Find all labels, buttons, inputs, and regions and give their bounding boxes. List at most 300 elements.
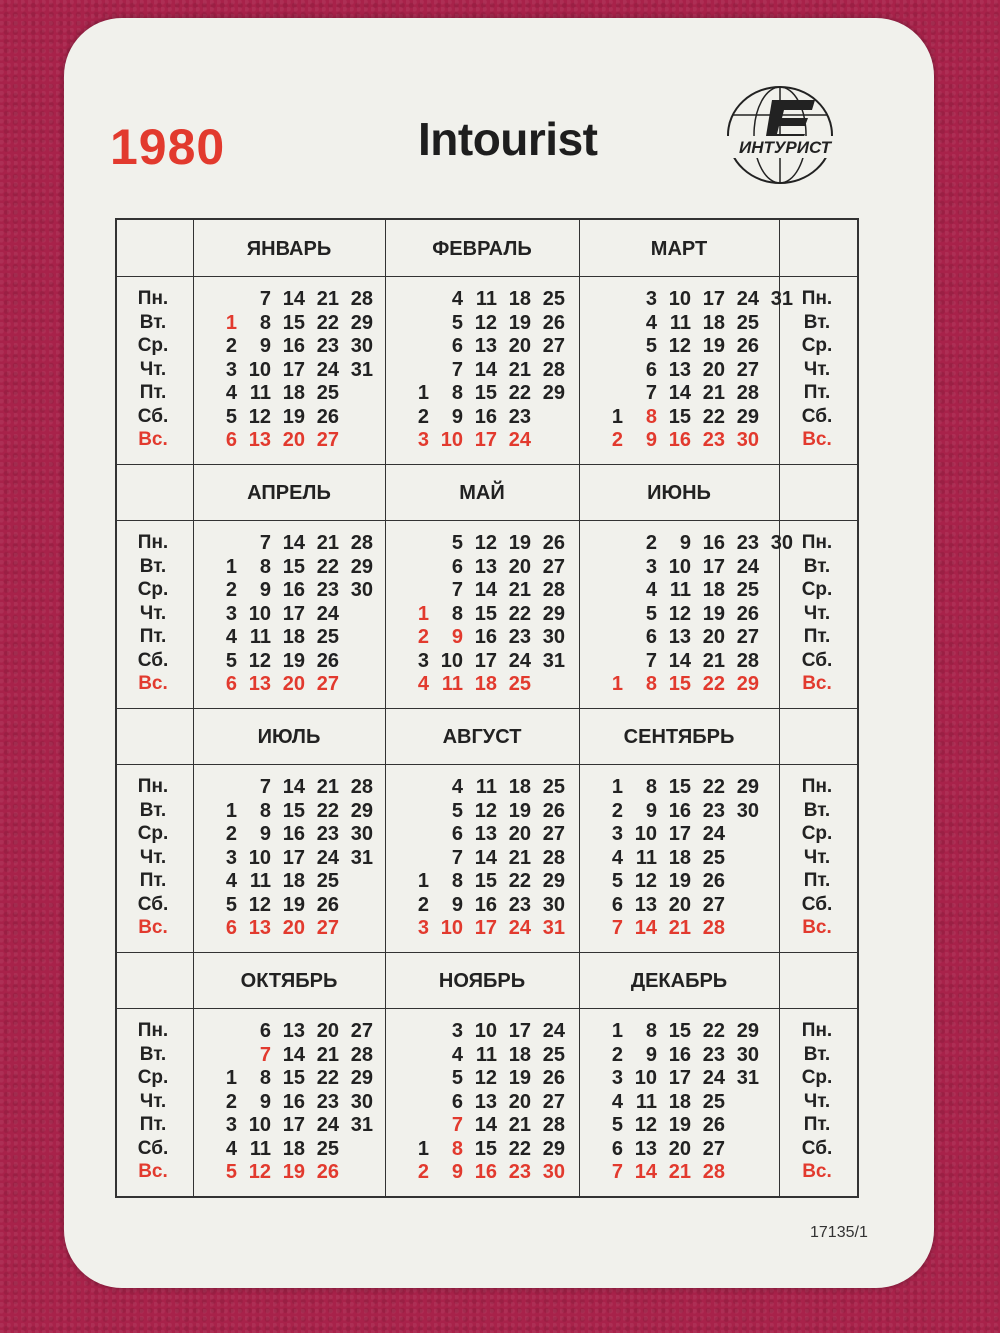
calendar-day: 16 xyxy=(474,626,497,648)
calendar-day: 13 xyxy=(248,673,271,695)
calendar-day: 2 xyxy=(611,429,623,451)
day-name-label: Вт. xyxy=(139,311,167,333)
calendar-day: 21 xyxy=(668,917,691,939)
calendar-day: 30 xyxy=(770,532,793,554)
calendar-day: 11 xyxy=(249,382,271,404)
calendar-day: 19 xyxy=(282,405,305,428)
calendar-day: 3 xyxy=(225,358,237,381)
calendar-day: 23 xyxy=(316,1090,339,1113)
day-name-label: Сб. xyxy=(137,649,169,671)
calendar-day: 8 xyxy=(645,1020,657,1042)
calendar-day: 13 xyxy=(668,358,691,381)
calendar-day: 17 xyxy=(282,358,305,381)
day-name-label: Чт. xyxy=(803,602,831,624)
calendar-day: 20 xyxy=(702,358,725,381)
calendar-day: 27 xyxy=(542,1090,565,1113)
calendar-day: 8 xyxy=(259,555,271,578)
calendar-day: 3 xyxy=(645,288,657,310)
calendar-day: 30 xyxy=(350,579,373,601)
day-name-label: Ср. xyxy=(137,823,169,844)
calendar-day: 8 xyxy=(451,870,463,892)
calendar-day: 7 xyxy=(645,649,657,672)
quarter-divider xyxy=(117,708,857,709)
calendar-day: 13 xyxy=(634,1137,657,1160)
calendar-day: 2 xyxy=(225,335,237,357)
calendar-day: 28 xyxy=(350,776,373,798)
logo-text: ИНТУРИСТ xyxy=(739,138,831,157)
calendar-day: 1 xyxy=(417,870,429,892)
day-name-label: Сб. xyxy=(801,1137,833,1159)
calendar-day: 6 xyxy=(451,335,463,357)
calendar-day: 26 xyxy=(702,870,725,892)
calendar-day: 7 xyxy=(645,382,657,404)
calendar-day: 23 xyxy=(508,1161,531,1183)
calendar-day: 29 xyxy=(542,602,565,625)
calendar-day: 28 xyxy=(542,846,565,869)
calendar-day: 24 xyxy=(508,649,531,672)
calendar-day: 20 xyxy=(668,1137,691,1160)
calendar-day: 6 xyxy=(451,1090,463,1113)
calendar-day: 15 xyxy=(282,799,305,822)
calendar-day: 24 xyxy=(316,358,339,381)
day-name-label: Чт. xyxy=(803,846,831,868)
calendar-day: 18 xyxy=(702,579,725,601)
calendar-day: 1 xyxy=(611,776,623,798)
calendar-day: 15 xyxy=(282,555,305,578)
brand-name: Intourist xyxy=(418,113,598,165)
calendar-day: 2 xyxy=(417,1161,429,1183)
calendar-day: 23 xyxy=(508,626,531,648)
calendar-day: 23 xyxy=(316,579,339,601)
calendar-day: 13 xyxy=(282,1020,305,1042)
calendar-day: 9 xyxy=(259,335,271,357)
month-name: ИЮНЬ xyxy=(647,482,711,504)
calendar-day: 4 xyxy=(225,626,237,648)
calendar-day: 28 xyxy=(736,382,759,404)
calendar-day: 1 xyxy=(417,1137,429,1160)
calendar-day: 12 xyxy=(634,1114,657,1136)
calendar-day: 10 xyxy=(248,602,271,625)
month-name: АВГУСТ xyxy=(442,726,522,748)
calendar-day: 11 xyxy=(249,870,271,892)
calendar-day: 31 xyxy=(736,1067,759,1089)
calendar-day: 23 xyxy=(702,429,725,451)
calendar-day: 14 xyxy=(282,1043,305,1066)
calendar-day: 12 xyxy=(474,1067,497,1089)
calendar-day: 11 xyxy=(249,1137,271,1160)
calendar-day: 12 xyxy=(474,532,497,554)
calendar-day: 17 xyxy=(474,649,497,672)
calendar-day: 1 xyxy=(611,1020,623,1042)
calendar-day: 14 xyxy=(634,1161,657,1183)
month-name: МАЙ xyxy=(459,482,505,504)
calendar-day: 20 xyxy=(702,626,725,648)
day-name-label: Чт. xyxy=(803,1090,831,1112)
calendar-day: 4 xyxy=(225,870,237,892)
day-name-label: Пт. xyxy=(803,1114,831,1135)
calendar-day: 29 xyxy=(542,870,565,892)
calendar-day: 19 xyxy=(668,870,691,892)
calendar-day: 1 xyxy=(417,382,429,404)
calendar-day: 12 xyxy=(248,893,271,916)
calendar-day: 27 xyxy=(542,555,565,578)
calendar-day: 31 xyxy=(350,846,373,869)
calendar-day: 10 xyxy=(474,1020,497,1042)
calendar-day: 25 xyxy=(542,288,565,310)
calendar-day: 3 xyxy=(611,823,623,845)
calendar-day: 1 xyxy=(225,1067,237,1089)
calendar-day: 30 xyxy=(350,823,373,845)
day-name-label: Ср. xyxy=(137,335,169,356)
calendar-day: 5 xyxy=(451,532,463,554)
calendar-day: 17 xyxy=(702,555,725,578)
calendar-day: 19 xyxy=(508,311,531,334)
calendar-day: 13 xyxy=(248,429,271,451)
day-name-label: Вс. xyxy=(802,1161,832,1182)
day-name-label: Сб. xyxy=(137,1137,169,1159)
calendar-day: 16 xyxy=(282,335,305,357)
calendar-day: 29 xyxy=(736,776,759,798)
calendar-day: 10 xyxy=(440,917,463,939)
calendar-day: 16 xyxy=(668,799,691,822)
calendar-day: 25 xyxy=(736,579,759,601)
day-name-label: Вс. xyxy=(802,917,832,938)
calendar-day: 28 xyxy=(542,1114,565,1136)
calendar-day: 12 xyxy=(248,405,271,428)
calendar-day: 23 xyxy=(316,335,339,357)
calendar-day: 5 xyxy=(645,602,657,625)
calendar-day: 18 xyxy=(474,673,497,695)
calendar-day: 16 xyxy=(474,405,497,428)
day-name-label: Чт. xyxy=(139,846,167,868)
calendar-day: 10 xyxy=(440,649,463,672)
day-name-label: Вт. xyxy=(803,311,831,333)
calendar-day: 2 xyxy=(645,532,657,554)
calendar-day: 25 xyxy=(316,870,339,892)
print-code: 17135/1 xyxy=(810,1224,868,1241)
calendar-day: 8 xyxy=(451,602,463,625)
calendar-day: 23 xyxy=(508,893,531,916)
calendar-day: 7 xyxy=(451,358,463,381)
calendar-day: 18 xyxy=(282,382,305,404)
calendar-day: 5 xyxy=(225,405,237,428)
calendar-day: 11 xyxy=(669,311,691,334)
calendar-day: 16 xyxy=(668,429,691,451)
calendar-day: 27 xyxy=(736,626,759,648)
calendar-day: 7 xyxy=(451,846,463,869)
day-name-label: Сб. xyxy=(801,893,833,915)
calendar-day: 15 xyxy=(282,311,305,334)
calendar-day: 13 xyxy=(474,823,497,845)
calendar-day: 16 xyxy=(668,1043,691,1066)
calendar-day: 11 xyxy=(635,846,657,869)
calendar-day: 2 xyxy=(417,626,429,648)
calendar-day: 8 xyxy=(451,1137,463,1160)
calendar-day: 9 xyxy=(645,429,657,451)
calendar-day: 13 xyxy=(474,335,497,357)
year-label: 1980 xyxy=(110,119,226,175)
calendar-day: 14 xyxy=(474,1114,497,1136)
calendar-day: 9 xyxy=(259,1090,271,1113)
calendar-day: 6 xyxy=(225,917,237,939)
calendar-day: 14 xyxy=(474,846,497,869)
calendar-day: 25 xyxy=(316,1137,339,1160)
calendar-day: 21 xyxy=(702,649,725,672)
calendar-day: 21 xyxy=(316,288,339,310)
day-name-label: Ср. xyxy=(137,1067,169,1088)
calendar-day: 18 xyxy=(508,1043,531,1066)
calendar-day: 19 xyxy=(508,1067,531,1089)
calendar-day: 8 xyxy=(259,1067,271,1089)
calendar-day: 23 xyxy=(702,799,725,822)
calendar-day: 26 xyxy=(542,799,565,822)
calendar-day: 19 xyxy=(508,532,531,554)
calendar-day: 31 xyxy=(542,917,565,939)
calendar-day: 14 xyxy=(282,776,305,798)
calendar-day: 19 xyxy=(508,799,531,822)
calendar-day: 30 xyxy=(350,1090,373,1113)
calendar-day: 5 xyxy=(225,1161,237,1183)
day-name-label: Пт. xyxy=(803,626,831,647)
calendar-day: 27 xyxy=(542,335,565,357)
calendar-day: 20 xyxy=(282,673,305,695)
day-name-label: Вт. xyxy=(139,799,167,821)
calendar-day: 15 xyxy=(668,1020,691,1042)
calendar-day: 20 xyxy=(508,335,531,357)
calendar-day: 18 xyxy=(702,311,725,334)
calendar-day: 5 xyxy=(225,893,237,916)
calendar-day: 29 xyxy=(350,311,373,334)
calendar-day: 17 xyxy=(668,1067,691,1089)
calendar-day: 9 xyxy=(645,799,657,822)
calendar-day: 31 xyxy=(350,358,373,381)
calendar-day: 4 xyxy=(417,673,429,695)
calendar-day: 4 xyxy=(451,1043,463,1066)
calendar-day: 10 xyxy=(668,555,691,578)
calendar-day: 20 xyxy=(508,823,531,845)
calendar-day: 27 xyxy=(350,1020,373,1042)
calendar-day: 23 xyxy=(316,823,339,845)
calendar-day: 1 xyxy=(225,311,237,334)
calendar-day: 30 xyxy=(542,626,565,648)
calendar-day: 5 xyxy=(225,649,237,672)
calendar-day: 31 xyxy=(770,288,793,310)
month-header-divider xyxy=(117,276,857,277)
calendar-day: 15 xyxy=(668,673,691,695)
calendar-day: 24 xyxy=(542,1020,565,1042)
calendar-day: 22 xyxy=(702,776,725,798)
calendar-day: 7 xyxy=(259,1043,271,1066)
calendar-day: 31 xyxy=(350,1114,373,1136)
day-name-label: Вс. xyxy=(138,429,168,450)
calendar-day: 24 xyxy=(508,429,531,451)
calendar-day: 19 xyxy=(282,649,305,672)
month-name: МАРТ xyxy=(650,238,708,260)
calendar-day: 18 xyxy=(282,870,305,892)
calendar-day: 21 xyxy=(508,846,531,869)
calendar-day: 5 xyxy=(611,870,623,892)
calendar-day: 18 xyxy=(668,1090,691,1113)
day-name-label: Чт. xyxy=(139,358,167,380)
calendar-day: 27 xyxy=(702,893,725,916)
calendar-day: 12 xyxy=(474,799,497,822)
day-name-label: Пн. xyxy=(801,532,833,553)
calendar-day: 9 xyxy=(451,405,463,428)
calendar-day: 20 xyxy=(316,1020,339,1042)
calendar-day: 6 xyxy=(611,893,623,916)
day-name-label: Вс. xyxy=(802,429,832,450)
calendar-day: 7 xyxy=(259,776,271,798)
day-name-label: Вт. xyxy=(139,1043,167,1065)
calendar-day: 4 xyxy=(645,311,657,334)
calendar-day: 10 xyxy=(248,1114,271,1136)
day-name-label: Вс. xyxy=(138,1161,168,1182)
calendar-day: 2 xyxy=(225,1090,237,1113)
day-name-label: Пт. xyxy=(803,870,831,891)
calendar-day: 8 xyxy=(259,799,271,822)
calendar-day: 6 xyxy=(225,673,237,695)
calendar-day: 10 xyxy=(248,358,271,381)
calendar-day: 25 xyxy=(542,1043,565,1066)
calendar-day: 14 xyxy=(474,358,497,381)
calendar-day: 24 xyxy=(508,917,531,939)
calendar-day: 30 xyxy=(736,429,759,451)
calendar-day: 2 xyxy=(611,1043,623,1066)
calendar-day: 10 xyxy=(248,846,271,869)
calendar-day: 15 xyxy=(668,776,691,798)
calendar-day: 8 xyxy=(645,405,657,428)
calendar-day: 20 xyxy=(668,893,691,916)
calendar-day: 11 xyxy=(249,626,271,648)
calendar-day: 30 xyxy=(736,1043,759,1066)
calendar-day: 25 xyxy=(542,776,565,798)
day-name-label: Пт. xyxy=(139,1114,167,1135)
calendar-day: 22 xyxy=(702,673,725,695)
calendar-day: 7 xyxy=(451,579,463,601)
calendar-day: 9 xyxy=(451,893,463,916)
calendar-day: 28 xyxy=(350,532,373,554)
calendar-day: 20 xyxy=(508,1090,531,1113)
day-name-label: Пт. xyxy=(139,382,167,403)
calendar-day: 30 xyxy=(350,335,373,357)
calendar-day: 3 xyxy=(417,429,429,451)
calendar-day: 4 xyxy=(225,382,237,404)
calendar-day: 12 xyxy=(248,649,271,672)
calendar-day: 14 xyxy=(668,649,691,672)
day-name-label: Ср. xyxy=(137,579,169,600)
day-name-label: Пн. xyxy=(137,532,169,553)
month-name: ЯНВАРЬ xyxy=(246,238,332,260)
calendar-day: 3 xyxy=(225,602,237,625)
calendar-day: 24 xyxy=(736,288,759,310)
calendar-day: 23 xyxy=(702,1043,725,1066)
calendar-day: 12 xyxy=(248,1161,271,1183)
calendar-day: 6 xyxy=(451,823,463,845)
calendar-day: 2 xyxy=(611,799,623,822)
calendar-day: 15 xyxy=(282,1067,305,1089)
calendar-day: 4 xyxy=(611,1090,623,1113)
day-name-label: Вт. xyxy=(803,1043,831,1065)
calendar-day: 23 xyxy=(508,405,531,428)
day-name-label: Пн. xyxy=(137,776,169,797)
calendar-day: 14 xyxy=(668,382,691,404)
calendar-day: 15 xyxy=(474,1137,497,1160)
calendar-day: 21 xyxy=(668,1161,691,1183)
calendar-day: 11 xyxy=(475,288,497,310)
calendar-day: 21 xyxy=(316,776,339,798)
calendar-day: 18 xyxy=(508,776,531,798)
calendar-day: 29 xyxy=(542,1137,565,1160)
calendar-day: 9 xyxy=(451,626,463,648)
calendar-day: 10 xyxy=(668,288,691,310)
calendar-day: 21 xyxy=(316,1043,339,1066)
calendar-day: 8 xyxy=(259,311,271,334)
calendar-day: 26 xyxy=(736,602,759,625)
calendar-day: 25 xyxy=(316,626,339,648)
month-header-divider xyxy=(117,764,857,765)
calendar-day: 20 xyxy=(508,555,531,578)
calendar-day: 7 xyxy=(259,288,271,310)
calendar-day: 4 xyxy=(451,288,463,310)
day-name-label: Ср. xyxy=(801,823,833,844)
calendar-day: 17 xyxy=(282,602,305,625)
calendar-day: 21 xyxy=(508,1114,531,1136)
calendar-day: 29 xyxy=(736,1020,759,1042)
calendar-day: 9 xyxy=(679,532,691,554)
calendar-day: 2 xyxy=(225,823,237,845)
day-name-label: Вт. xyxy=(139,555,167,577)
calendar-day: 13 xyxy=(668,626,691,648)
day-name-label: Пт. xyxy=(139,870,167,891)
calendar-day: 18 xyxy=(282,626,305,648)
calendar-day: 27 xyxy=(316,673,339,695)
calendar-day: 9 xyxy=(259,823,271,845)
day-name-label: Вс. xyxy=(802,673,832,694)
calendar-day: 19 xyxy=(702,602,725,625)
calendar-day: 24 xyxy=(702,823,725,845)
intourist-globe-logo-icon xyxy=(710,80,860,190)
calendar-day: 28 xyxy=(350,1043,373,1066)
month-name: ОКТЯБРЬ xyxy=(240,970,338,992)
calendar-day: 7 xyxy=(611,917,623,939)
day-name-label: Пн. xyxy=(801,776,833,797)
calendar-day: 11 xyxy=(441,673,463,695)
calendar-day: 28 xyxy=(350,288,373,310)
calendar-day: 22 xyxy=(508,870,531,892)
calendar-day: 26 xyxy=(702,1114,725,1136)
month-header-divider xyxy=(117,520,857,521)
calendar-day: 24 xyxy=(316,602,339,625)
calendar-day: 29 xyxy=(350,1067,373,1089)
day-name-label: Пн. xyxy=(801,288,833,309)
calendar-day: 10 xyxy=(440,429,463,451)
month-header-divider xyxy=(117,1008,857,1009)
calendar-day: 3 xyxy=(451,1020,463,1042)
calendar-day: 28 xyxy=(736,649,759,672)
calendar-day: 17 xyxy=(474,917,497,939)
calendar-day: 22 xyxy=(316,311,339,334)
calendar-day: 22 xyxy=(702,1020,725,1042)
calendar-day: 27 xyxy=(316,917,339,939)
day-name-label: Сб. xyxy=(137,893,169,915)
calendar-day: 6 xyxy=(611,1137,623,1160)
calendar-day: 21 xyxy=(316,532,339,554)
calendar-day: 17 xyxy=(702,288,725,310)
calendar-day: 8 xyxy=(645,673,657,695)
calendar-day: 13 xyxy=(634,893,657,916)
calendar-day: 27 xyxy=(316,429,339,451)
calendar-day: 11 xyxy=(475,776,497,798)
